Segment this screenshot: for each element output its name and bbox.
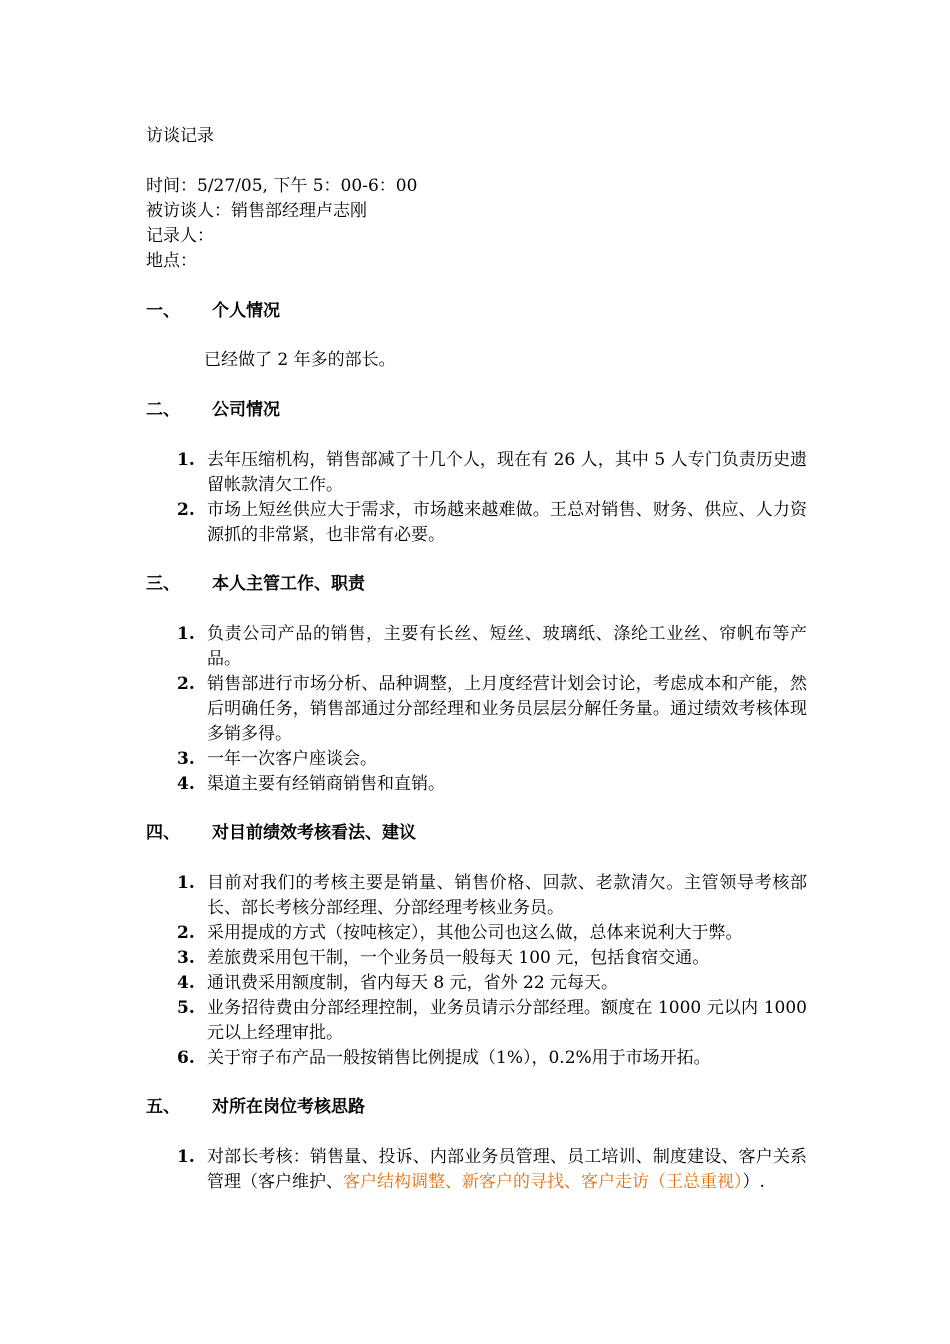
item-number: 1. <box>177 624 195 644</box>
item-number: 1. <box>177 450 195 470</box>
meta-interviewee: 被访谈人：销售部经理卢志刚 <box>146 201 367 221</box>
section-1-paragraph: 已经做了 2 年多的部长。 <box>204 350 396 370</box>
item-text: 市场上短丝供应大于需求，市场越来越难做。王总对销售、财务、供应、人力资源抓的非常紧，也非常有必要。 <box>207 500 807 545</box>
section-4-list <box>0 871 807 1071</box>
item-text: 目前对我们的考核主要是销量、销售价格、回款、老款清欠。主管领导考核部长、部长考核分部经理、分部经理考核业务员。 <box>207 873 807 918</box>
item-number: 3. <box>177 749 195 769</box>
list-item <box>0 747 807 772</box>
section-number: 四、 <box>146 823 180 843</box>
list-item <box>0 672 807 747</box>
list-item <box>0 448 807 498</box>
section-2-list <box>0 448 807 548</box>
section-number: 三、 <box>146 574 180 594</box>
item-text: 业务招待费由分部经理控制，业务员请示分部经理。额度在 1000 元以内 1000 元以上经理审批。 <box>207 998 807 1043</box>
item-text: 关于帘子布产品一般按销售比例提成（1%），0.2%用于市场开拓。 <box>207 1048 711 1068</box>
item-number: 1. <box>177 873 195 893</box>
item-text: 通讯费采用额度制，省内每天 8 元，省外 22 元每天。 <box>207 973 619 993</box>
list-item <box>0 946 807 971</box>
item-text: 销售部进行市场分析、品种调整，上月度经营计划会讨论，考虑成本和产能，然后明确任务，销售部通过分部经理和业务员层层分解任务量。通过绩效考核体现多销多得。 <box>207 674 807 744</box>
section-title: 对目前绩效考核看法、建议 <box>212 823 416 843</box>
item-number: 2. <box>177 500 195 520</box>
list-item <box>0 498 807 548</box>
section-title: 对所在岗位考核思路 <box>212 1097 365 1117</box>
section-title: 个人情况 <box>212 301 280 321</box>
section-heading-4 <box>146 821 416 846</box>
item-text: 去年压缩机构，销售部减了十几个人，现在有 26 人，其中 5 人专门负责历史遗留帐款清欠工作。 <box>207 450 807 495</box>
page-title: 访谈记录 <box>146 126 214 146</box>
section-3-list <box>0 622 807 797</box>
list-item <box>0 996 807 1046</box>
item-number: 4. <box>177 774 195 794</box>
item-number: 4. <box>177 973 195 993</box>
section-heading-3 <box>146 572 365 597</box>
item-number: 3. <box>177 948 195 968</box>
item-number: 2. <box>177 923 195 943</box>
section-5-list <box>0 1145 807 1195</box>
section-number: 五、 <box>146 1097 180 1117</box>
section-heading-1 <box>146 299 280 324</box>
item-text: 差旅费采用包干制，一个业务员一般每天 100 元，包括食宿交通。 <box>207 948 710 968</box>
list-item <box>0 772 807 797</box>
section-title: 本人主管工作、职责 <box>212 574 365 594</box>
item-text: 采用提成的方式（按吨核定），其他公司也这么做，总体来说利大于弊。 <box>207 923 743 943</box>
section-heading-5 <box>146 1095 365 1120</box>
item-number: 1. <box>177 1147 195 1167</box>
item-text: 渠道主要有经销商销售和直销。 <box>207 774 445 794</box>
item-number: 6. <box>177 1048 195 1068</box>
item-text: 一年一次客户座谈会。 <box>207 749 377 769</box>
item-text-end: ）. <box>742 1172 765 1192</box>
section-number: 一、 <box>146 301 180 321</box>
list-item <box>0 921 807 946</box>
meta-location: 地点： <box>146 251 197 271</box>
list-item <box>0 622 807 672</box>
section-heading-2 <box>146 398 280 423</box>
list-item <box>0 1046 807 1071</box>
list-item <box>0 971 807 996</box>
section-number: 二、 <box>146 400 180 420</box>
highlighted-text: 客户结构调整、新客户的寻找、客户走访（王总重视） <box>343 1172 743 1192</box>
item-number: 2. <box>177 674 195 694</box>
item-text: 负责公司产品的销售，主要有长丝、短丝、玻璃纸、涤纶工业丝、帘帆布等产品。 <box>207 624 807 669</box>
meta-recorder: 记录人： <box>146 226 214 246</box>
item-number: 5. <box>177 998 195 1018</box>
meta-time: 时间：5/27/05, 下午 5：00-6：00 <box>146 176 418 196</box>
list-item <box>0 1145 807 1195</box>
item-text: 对部长考核：销售量、投诉、内部业务员管理、员工培训、制度建设、客户关系管理（客户维护、 <box>207 1147 807 1192</box>
list-item <box>0 871 807 921</box>
section-title: 公司情况 <box>212 400 280 420</box>
